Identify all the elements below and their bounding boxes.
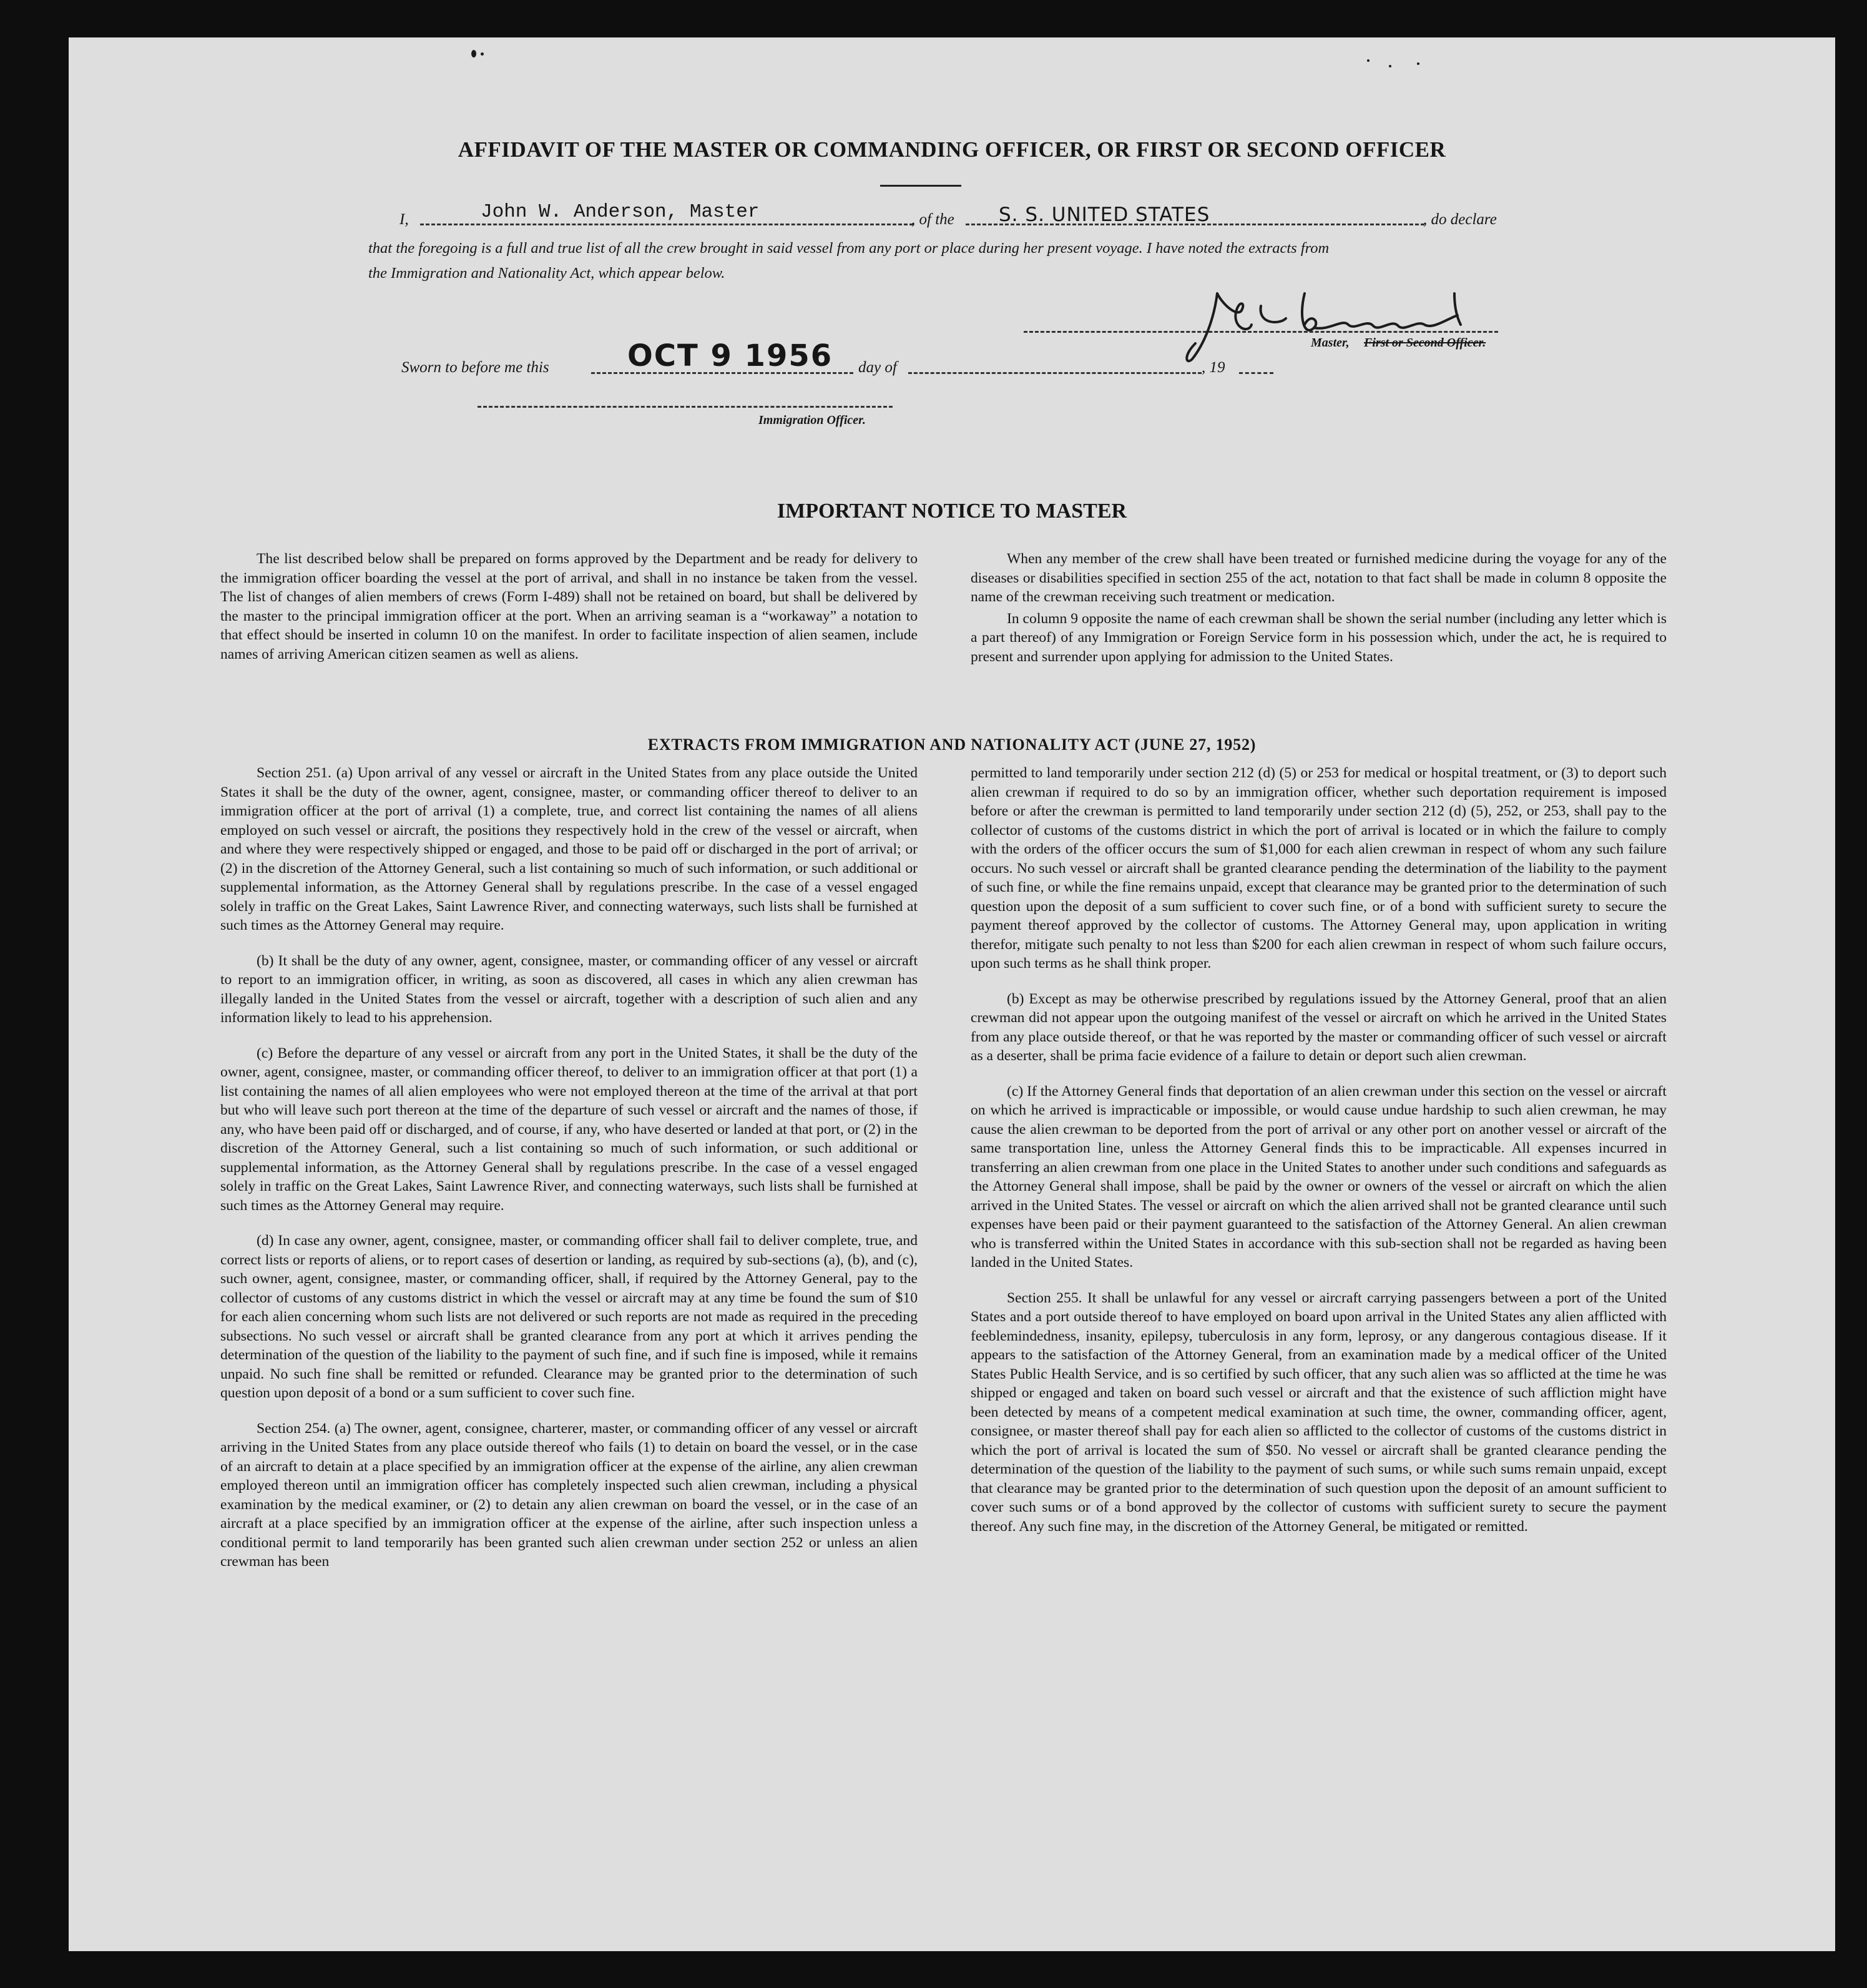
notice-right-column	[971, 549, 1667, 675]
scan-speck	[1367, 59, 1370, 62]
scan-speck	[471, 50, 476, 57]
signature-image	[1180, 281, 1479, 368]
section-254-a: Section 254. (a) The owner, agent, consignee, charterer, master, or commanding officer of any vessel or aircraft arriving in the United States from any place outside thereof who fails (1) to detain on board the vessel, or in the case of an aircraft to detain at a place specified by an immigration officer at the expense of the airline, any alien crewman employed thereon until an immigration officer has completely inspected such alien crewman, including a physical examination by the medical examiner, or (2) to detain any alien crewman on board the vessel, or in the case of an aircraft at a place specified by an immigration officer at the expense of the airline, after such inspection unless a conditional permit to land temporarily has been granted such alien crewman under section 252 or unless an alien crewman has been	[220, 1420, 918, 1570]
section-251-b: (b) It shall be the duty of any owner, agent, consignee, master, or commanding officer of any vessel or aircraft to report to an immigration officer, in writing, as soon as discovered, all cases in which any alien crewman has illegally landed in the United States from the vessel or aircraft, together with a description of such alien and any information likely to lead to his apprehension.	[220, 952, 918, 1026]
immigration-officer-line	[478, 406, 893, 408]
master-name-line	[420, 224, 913, 225]
year-line	[1239, 372, 1273, 374]
declaration-line-2: the Immigration and Nationality Act, which appear below.	[368, 265, 725, 282]
extracts-left-column	[220, 764, 918, 1580]
signature-struck-label: First or Second Officer.	[1364, 336, 1486, 350]
scan-speck	[1389, 65, 1391, 67]
document-page	[69, 37, 1835, 1951]
year-label: , 19	[1202, 359, 1225, 376]
day-of-label: day of	[858, 359, 897, 376]
month-line	[908, 372, 1202, 374]
notice-left-paragraph: The list described below shall be prepared on forms approved by the Department and be ready for delivery to the immigration officer boarding the vessel at the port of arrival, and shall in no instance be taken from the vessel. The list of changes of alien members of crews (Form I-489) shall not be retained on board, but shall be delivered by the master to the principal immigration officer at the port. When an arriving seaman is a “workaway” a notation to that effect should be inserted in column 10 on the manifest. In order to facilitate inspection of alien seamen, include names of arriving American citizen seamen as well as aliens.	[220, 551, 918, 662]
of-the-label: , of the	[911, 211, 954, 228]
section-254-a-continued: permitted to land temporarily under section 212 (d) (5) or 253 for medical or hospital treatment, or (3) to deport such alien crewman if required to do so by an immigration officer, whether such deportation requirement is imposed before or after the crewman is permitted to land temporarily under section 212 (d) (5), 252, or 253, shall pay to the collector of customs of the customs district in which the port of arrival is located or in which the failure to comply with the orders of the officer occurs the sum of $1,000 for each alien crewman in respect of whom any such failure occurs. No such vessel or aircraft shall be granted clearance pending the determination of the liability to the payment of such fine, or while the fine remains unpaid, except that clearance may be granted prior to the determination of such question upon the deposit of a sum sufficient to cover such fine, or of a bond with sufficient surety to secure the payment thereof approved by the collector of customs. The Attorney General may, upon application in writing therefor, mitigate such penalty to not less than $200 for each alien crewman in respect of whom such failure occurs, upon such terms as he shall think proper.	[971, 765, 1667, 972]
notice-left-column	[220, 549, 918, 672]
scan-speck	[481, 52, 484, 56]
section-254-c: (c) If the Attorney General finds that deportation of an alien crewman under this section on the vessel or aircraft on which he arrived is impracticable or impossible, or would cause undue hardship to such alien crewman, he may cause the alien crewman to be deported from the port of arrival or any other port on another vessel or aircraft of the same transportation line, unless the Attorney General finds this to be impracticable. All expenses incurred in transferring an alien crewman from one place in the United States to another under such conditions and safeguards as the Attorney General shall impose, shall be paid by the owner or owners of the vessel or aircraft on which the alien arrived in the United States. The vessel or aircraft on which the alien arrived shall not be granted clearance until such expenses have been paid or their payment guaranteed to the satisfaction of the Attorney General. An alien crewman who is transferred within the United States in accordance with this sub-section shall not be regarded as having been landed in the United States.	[971, 1083, 1667, 1271]
sworn-label: Sworn to before me this	[401, 359, 549, 376]
extracts-right-column	[971, 764, 1667, 1545]
declaration-line-1: that the foregoing is a full and true list of all the crew brought in said vessel from any port or place during her present voyage. I have noted the extracts from	[368, 240, 1330, 257]
notice-right-paragraph-2: In column 9 opposite the name of each crewman shall be shown the serial number (including any letter which is a part thereof) of any Immigration or Foreign Service form in his possession which, under the act, he is required to present and surrender upon applying for admission to the United States.	[971, 610, 1667, 665]
title-rule	[880, 185, 961, 187]
affidavit-title: AFFIDAVIT OF THE MASTER OR COMMANDING OFFICER, OR FIRST OR SECOND OFFICER	[458, 137, 1446, 162]
section-251-c: (c) Before the departure of any vessel or aircraft from any port in the United States, it shall be the duty of the owner, agent, consignee, master, or commanding officer thereof, to deliver to an immigration officer at that port (1) a list containing the names of all alien employees who were not employed thereon at the time of the arrival at that port but who will leave such port thereon at the time of the departure of such vessel or aircraft and the names of those, if any, who have been paid off or discharged, and of course, if any, who have deserted or landed at that port, or (2) in the discretion of the Attorney General, such a list containing so much of such information, or such additional or supplemental information, as the Attorney General shall by regulations prescribe. In the case of a vessel engaged solely in traffic on the Great Lakes, Saint Lawrence River, and connecting waterways, such lists shall be furnished at such times as the Attorney General may require.	[220, 1045, 918, 1214]
master-name-value: John W. Anderson, Master	[481, 201, 760, 223]
section-251-a: Section 251. (a) Upon arrival of any vessel or aircraft in the United States from any place outside the United States it shall be the duty of the owner, agent, consignee, master, or commanding officer thereof to deliver to an immigration officer at the port of arrival (1) a complete, true, and correct list containing the names of all aliens employed on such vessel or aircraft, the positions they respectively hold in the crew of the vessel or aircraft, when and where they were respectively shipped or engaged, and those to be paid off or discharged in the port of arrival; or (2) in the discretion of the Attorney General, such a list containing so much of such information, or such additional or supplemental information, as the Attorney General shall by regulations prescribe. In the case of a vessel engaged solely in traffic on the Great Lakes, Saint Lawrence River, and connecting waterways, such lists shall be furnished at such times as the Attorney General may require.	[220, 765, 918, 933]
signature-role-label: Master,	[1311, 336, 1350, 350]
do-declare-label: , do declare	[1423, 211, 1497, 228]
scan-speck	[1417, 62, 1419, 65]
extracts-title: EXTRACTS FROM IMMIGRATION AND NATIONALITY ACT (JUNE 27, 1952)	[647, 736, 1257, 754]
i-label: I,	[399, 211, 409, 228]
section-251-d: (d) In case any owner, agent, consignee, master, or commanding officer shall fail to deliver complete, true, and correct lists or reports of aliens, or to report cases of desertion or landing, as required by sub-sections (a), (b), and (c), such owner, agent, consignee, master, or commanding officer, shall, if required by the Attorney General, pay to the collector of customs of any customs district in which the vessel or aircraft may at any time be found the sum of $10 for each alien concerning whom such lists are not delivered or such reports are not made as required in the preceding subsections. No such vessel or aircraft shall be granted clearance from any port at which it arrives pending the determination of the question of the liability to the payment of such fine, and if such fine is imposed, while it remains unpaid. No such fine shall be remitted or refunded. Clearance may be granted prior to the determination of such question upon deposit of a bond or a sum sufficient to cover such fine.	[220, 1233, 918, 1401]
sworn-date-stamp: OCT 9 1956	[627, 338, 833, 373]
notice-title: IMPORTANT NOTICE TO MASTER	[777, 499, 1127, 523]
section-254-b: (b) Except as may be otherwise prescribed by regulations issued by the Attorney General, proof that an alien crewman did not appear upon the outgoing manifest of the vessel or aircraft on which he arrived in the United States from any place outside thereof, or that he was reported by the master or commanding officer of such vessel or aircraft as a deserter, shall be prima facie evidence of a failure to detain or deport such alien crewman.	[971, 990, 1667, 1064]
immigration-officer-label: Immigration Officer.	[758, 413, 866, 427]
notice-right-paragraph-1: When any member of the crew shall have been treated or furnished medicine during the voyage for any of the diseases or disabilities specified in section 255 of the act, notation to that fact shall be made in column 8 opposite the name of the crewman receiving such treatment or medication.	[971, 551, 1667, 605]
vessel-name-value: S. S. UNITED STATES	[999, 204, 1210, 226]
section-255: Section 255. It shall be unlawful for any vessel or aircraft carrying passengers between a port of the United States and a port outside thereof to have employed on board upon arrival in the United States any alien afflicted with feeblemindedness, insanity, epilepsy, tuberculosis in any form, leprosy, or any dangerous contagious disease. If it appears to the satisfaction of the Attorney General, from an examination made by a medical officer of the United States Public Health Service, and is so certified by such officer, that any such alien was so afflicted at the time he was shipped or engaged and taken on board such vessel or aircraft and that the existence of such affliction might have been detected by means of a competent medical examination at such time, the owner, commanding officer, agent, consignee, or master thereof shall pay for each alien so afflicted to the collector of customs of the customs district in which the port of arrival is located the sum of $50. No vessel or aircraft shall be granted clearance pending the determination of the question of the liability to the payment of such sums, or while such sums remain unpaid, except that clearance may be granted prior to the determination of such question upon the deposit of an amount sufficient to cover such sums or of a bond approved by the collector of customs with sufficient surety to secure the payment thereof. Any such fine may, in the discretion of the Attorney General, be mitigated or remitted.	[971, 1289, 1667, 1535]
